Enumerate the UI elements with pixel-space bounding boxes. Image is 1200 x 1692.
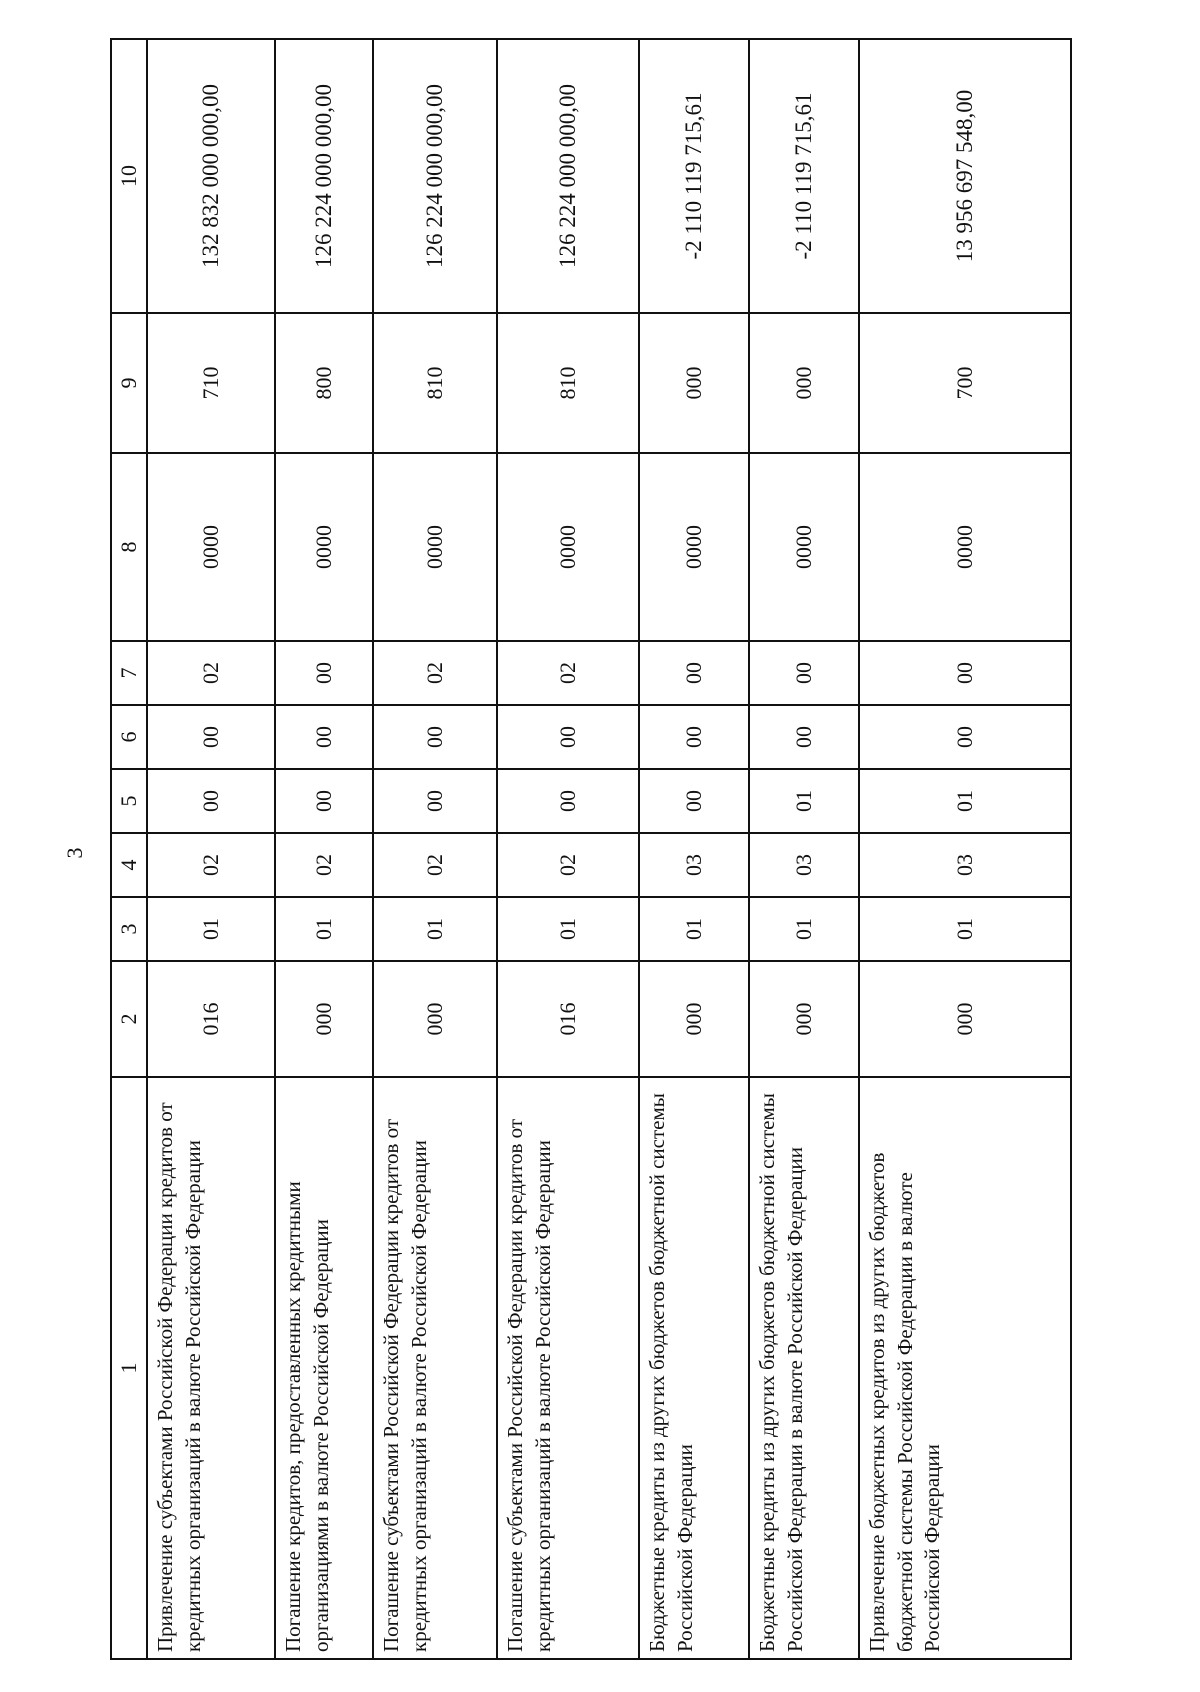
- table-row: [639, 39, 749, 1659]
- row-description: Бюджетные кредиты из других бюджетов бюджетной системы Российской Федерации в валюте Российской Федерации: [749, 1077, 859, 1659]
- article-code-cell: 00: [497, 769, 639, 833]
- admin-code-cell: 000: [275, 961, 373, 1077]
- classification-code-cell: 700: [859, 313, 1071, 453]
- program-code-cell: 0000: [497, 453, 639, 641]
- table-row: [859, 39, 1071, 1659]
- table-header-row: [111, 39, 147, 1659]
- classification-code-cell: 810: [497, 313, 639, 453]
- amount-cell: 126 224 000 000,00: [373, 39, 497, 313]
- rotated-table-container: [110, 40, 1070, 1660]
- admin-code-cell: 000: [859, 961, 1071, 1077]
- amount-cell: 126 224 000 000,00: [275, 39, 373, 313]
- classification-code-cell: 800: [275, 313, 373, 453]
- admin-code-cell: 000: [639, 961, 749, 1077]
- subgroup-code-cell: 02: [147, 833, 275, 897]
- column-header: 9: [111, 313, 147, 453]
- article-code-cell: 00: [275, 769, 373, 833]
- amount-cell: 13 956 697 548,00: [859, 39, 1071, 313]
- classification-code-cell: 000: [639, 313, 749, 453]
- budget-table: [110, 38, 1072, 1660]
- group-code-cell: 01: [859, 897, 1071, 961]
- amount-cell: -2 110 119 715,61: [749, 39, 859, 313]
- group-code-cell: 01: [639, 897, 749, 961]
- subarticle-code-cell: 00: [859, 705, 1071, 769]
- program-code-cell: 0000: [373, 453, 497, 641]
- program-code-cell: 0000: [147, 453, 275, 641]
- admin-code-cell: 000: [749, 961, 859, 1077]
- table-row: [497, 39, 639, 1659]
- element-code-cell: 02: [147, 641, 275, 705]
- row-description: Погашение субъектами Российской Федерации кредитов от кредитных организаций в валюте Российской Федерации: [373, 1077, 497, 1659]
- group-code-cell: 01: [275, 897, 373, 961]
- program-code-cell: 0000: [275, 453, 373, 641]
- classification-code-cell: 000: [749, 313, 859, 453]
- column-header: 3: [111, 897, 147, 961]
- row-description: Бюджетные кредиты из других бюджетов бюджетной системы Российской Федерации: [639, 1077, 749, 1659]
- column-header: 6: [111, 705, 147, 769]
- group-code-cell: 01: [497, 897, 639, 961]
- admin-code-cell: 000: [373, 961, 497, 1077]
- subarticle-code-cell: 00: [275, 705, 373, 769]
- subgroup-code-cell: 02: [373, 833, 497, 897]
- admin-code-cell: 016: [497, 961, 639, 1077]
- table-row: [147, 39, 275, 1659]
- element-code-cell: 00: [275, 641, 373, 705]
- article-code-cell: 00: [639, 769, 749, 833]
- column-header: 2: [111, 961, 147, 1077]
- subgroup-code-cell: 03: [639, 833, 749, 897]
- element-code-cell: 00: [639, 641, 749, 705]
- article-code-cell: 01: [749, 769, 859, 833]
- page-number: 3: [62, 847, 87, 859]
- classification-code-cell: 810: [373, 313, 497, 453]
- amount-cell: 132 832 000 000,00: [147, 39, 275, 313]
- column-header: 7: [111, 641, 147, 705]
- row-description: Погашение субъектами Российской Федерации кредитов от кредитных организаций в валюте Российской Федерации: [497, 1077, 639, 1659]
- column-header: 8: [111, 453, 147, 641]
- column-header: 1: [111, 1077, 147, 1659]
- classification-code-cell: 710: [147, 313, 275, 453]
- subarticle-code-cell: 00: [749, 705, 859, 769]
- row-description: Привлечение бюджетных кредитов из других бюджетов бюджетной системы Российской Федерации в валюте Российской Федерации: [859, 1077, 1071, 1659]
- column-header: 10: [111, 39, 147, 313]
- group-code-cell: 01: [373, 897, 497, 961]
- article-code-cell: 01: [859, 769, 1071, 833]
- subarticle-code-cell: 00: [497, 705, 639, 769]
- subgroup-code-cell: 03: [859, 833, 1071, 897]
- row-description: Привлечение субъектами Российской Федерации кредитов от кредитных организаций в валюте Российской Федерации: [147, 1077, 275, 1659]
- table-row: [275, 39, 373, 1659]
- subarticle-code-cell: 00: [639, 705, 749, 769]
- article-code-cell: 00: [373, 769, 497, 833]
- group-code-cell: 01: [147, 897, 275, 961]
- group-code-cell: 01: [749, 897, 859, 961]
- row-description: Погашение кредитов, предоставленных кредитными организациями в валюте Российской Федерации: [275, 1077, 373, 1659]
- element-code-cell: 00: [859, 641, 1071, 705]
- subgroup-code-cell: 03: [749, 833, 859, 897]
- program-code-cell: 0000: [749, 453, 859, 641]
- element-code-cell: 02: [497, 641, 639, 705]
- subgroup-code-cell: 02: [275, 833, 373, 897]
- subgroup-code-cell: 02: [497, 833, 639, 897]
- program-code-cell: 0000: [639, 453, 749, 641]
- table-row: [373, 39, 497, 1659]
- subarticle-code-cell: 00: [147, 705, 275, 769]
- element-code-cell: 02: [373, 641, 497, 705]
- column-header: 4: [111, 833, 147, 897]
- amount-cell: -2 110 119 715,61: [639, 39, 749, 313]
- amount-cell: 126 224 000 000,00: [497, 39, 639, 313]
- table-row: [749, 39, 859, 1659]
- column-header: 5: [111, 769, 147, 833]
- admin-code-cell: 016: [147, 961, 275, 1077]
- subarticle-code-cell: 00: [373, 705, 497, 769]
- article-code-cell: 00: [147, 769, 275, 833]
- program-code-cell: 0000: [859, 453, 1071, 641]
- element-code-cell: 00: [749, 641, 859, 705]
